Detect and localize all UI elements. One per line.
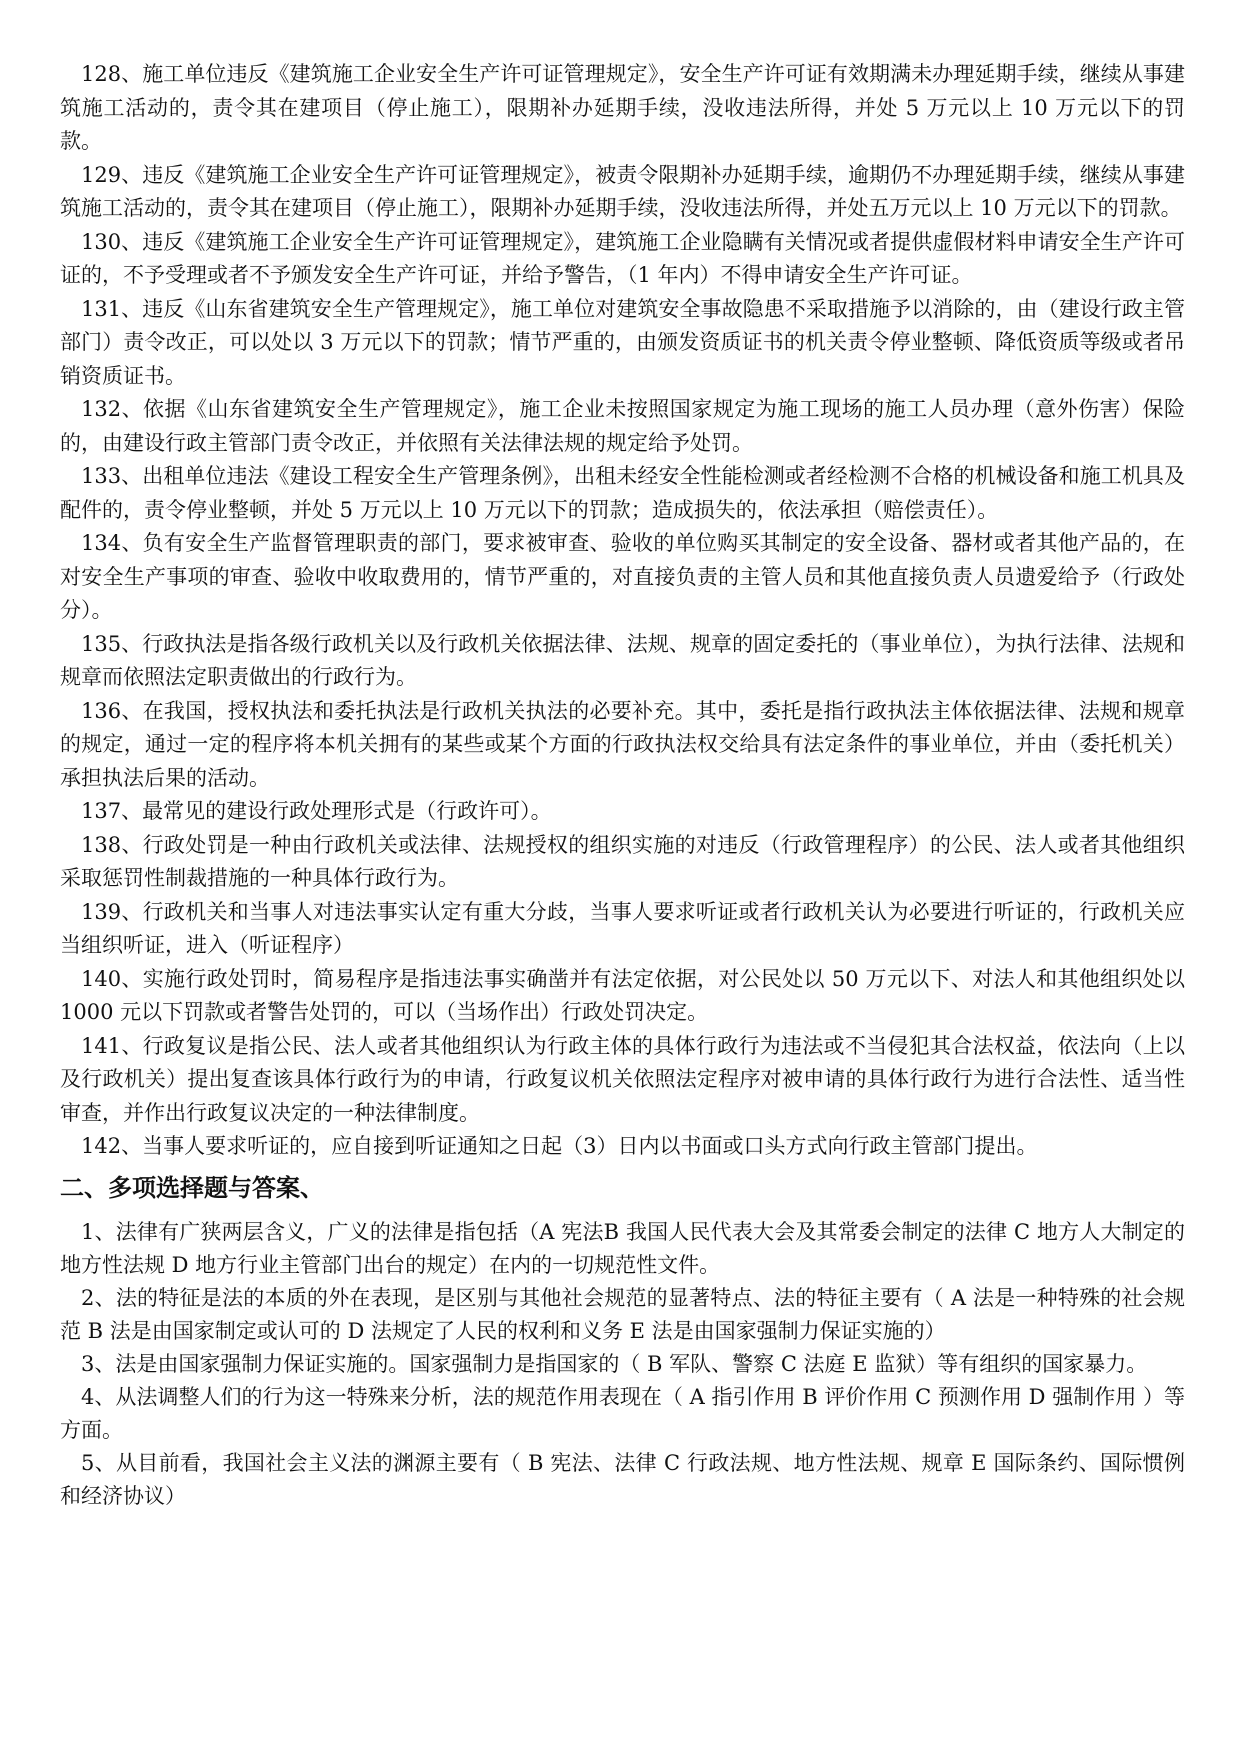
item-137: 137、最常见的建设行政处理形式是（行政许可）。 (81, 799, 552, 823)
mc-item-4: 4、从法调整人们的行为这一特殊来分析，法的规范作用表现在（ A 指引作用 B 评价作用 C 预测作用 D 强制作用 ）等方面。 (60, 1384, 1185, 1442)
item-134: 134、负有安全生产监督管理职责的部门，要求被审查、验收的单位购买其制定的安全设备、器材或者其他产品的，在对安全生产事项的审查、验收中收取费用的，情节严重的，对直接负责的主管人员和其他直接负责人员遗爱给予（行政处分）。 (60, 531, 1185, 622)
item-129: 129、违反《建筑施工企业安全生产许可证管理规定》，被责令限期补办延期手续，逾期仍不办理延期手续，继续从事建筑施工活动的，责令其在建项目（停止施工），限期补办延期手续，没收违法所得，并处五万元以上 10 万元以下的罚款。 (60, 162, 1185, 220)
item-130: 130、违反《建筑施工企业安全生产许可证管理规定》，建筑施工企业隐瞒有关情况或者提供虚假材料申请安全生产许可证的，不予受理或者不予颁发安全生产许可证，并给予警告，（1 年内）不得申请安全生产许可证。 (60, 229, 1185, 287)
multiple-choice-section (60, 1216, 1185, 1513)
item-141: 141、行政复议是指公民、法人或者其他组织认为行政主体的具体行政行为违法或不当侵犯其合法权益，依法向（上以及行政机关）提出复查该具体行政行为的申请，行政复议机关依照法定程序对被申请的具体行政行为进行合法性、适当性审查，并作出行政复议决定的一种法律制度。 (60, 1033, 1185, 1125)
document-page (60, 58, 1185, 1513)
mc-item-2: 2、法的特征是法的本质的外在表现，是区别与其他社会规范的显著特点、法的特征主要有（ A 法是一种特殊的社会规范 B 法是由国家制定或认可的 D 法规定了人民的权利和义务 E 法是由国家强制力保证实施的） (60, 1285, 1185, 1343)
item-142: 142、当事人要求听证的，应自接到听证通知之日起（3）日内以书面或口头方式向行政主管部门提出。 (81, 1134, 1038, 1158)
mc-item-1: 1、法律有广狭两层含义，广义的法律是指包括（A 宪法B 我国人民代表大会及其常委会制定的法律 C 地方人大制定的地方性法规 D 地方行业主管部门出台的规定）在内的一切规范性文件。 (60, 1219, 1185, 1277)
mc-item-5: 5、从目前看，我国社会主义法的渊源主要有（ B 宪法、法律 C 行政法规、地方性法规、规章 E 国际条约、国际惯例和经济协议） (60, 1450, 1185, 1508)
section-heading: 二、多项选择题与答案、 (60, 1173, 324, 1202)
item-128: 128、施工单位违反《建筑施工企业安全生产许可证管理规定》，安全生产许可证有效期满未办理延期手续，继续从事建筑施工活动的，责令其在建项目（停止施工），限期补办延期手续，没收违法所得，并处 5 万元以上 10 万元以下的罚款。 (60, 62, 1185, 153)
item-132: 132、依据《山东省建筑安全生产管理规定》，施工企业未按照国家规定为施工现场的施工人员办理（意外伤害）保险的，由建设行政主管部门责令改正，并依照有关法律法规的规定给予处罚。 (60, 397, 1185, 455)
item-133: 133、出租单位违法《建设工程安全生产管理条例》，出租未经安全性能检测或者经检测不合格的机械设备和施工机具及配件的，责令停业整顿，并处 5 万元以上 10 万元以下的罚款；造成损失的，依法承担（赔偿责任）。 (60, 464, 1185, 522)
fill-in-answers-section (60, 58, 1185, 1164)
item-138: 138、行政处罚是一种由行政机关或法律、法规授权的组织实施的对违反（行政管理程序）的公民、法人或者其他组织采取惩罚性制裁措施的一种具体行政行为。 (60, 832, 1185, 890)
item-136: 136、在我国，授权执法和委托执法是行政机关执法的必要补充。其中，委托是指行政执法主体依据法律、法规和规章的规定，通过一定的程序将本机关拥有的某些或某个方面的行政执法权交给具有法定条件的事业单位，并由（委托机关）承担执法后果的活动。 (60, 698, 1185, 790)
item-131: 131、违反《山东省建筑安全生产管理规定》，施工单位对建筑安全事故隐患不采取措施予以消除的，由（建设行政主管部门）责令改正，可以处以 3 万元以下的罚款；情节严重的，由颁发资质证书的机关责令停业整顿、降低资质等级或者吊销资质证书。 (60, 296, 1185, 388)
item-140: 140、实施行政处罚时，简易程序是指违法事实确凿并有法定依据，对公民处以 50 万元以下、对法人和其他组织处以 1000 元以下罚款或者警告处罚的，可以（当场作出）行政处罚决定。 (60, 966, 1185, 1024)
item-135: 135、行政执法是指各级行政机关以及行政机关依据法律、法规、规章的固定委托的（事业单位），为执行法律、法规和规章而依照法定职责做出的行政行为。 (60, 631, 1185, 689)
item-139: 139、行政机关和当事人对违法事实认定有重大分歧，当事人要求听证或者行政机关认为必要进行听证的，行政机关应当组织听证，进入（听证程序） (60, 899, 1185, 957)
mc-item-3: 3、法是由国家强制力保证实施的。国家强制力是指国家的（ B 军队、警察 C 法庭 E 监狱）等有组织的国家暴力。 (81, 1351, 1148, 1376)
